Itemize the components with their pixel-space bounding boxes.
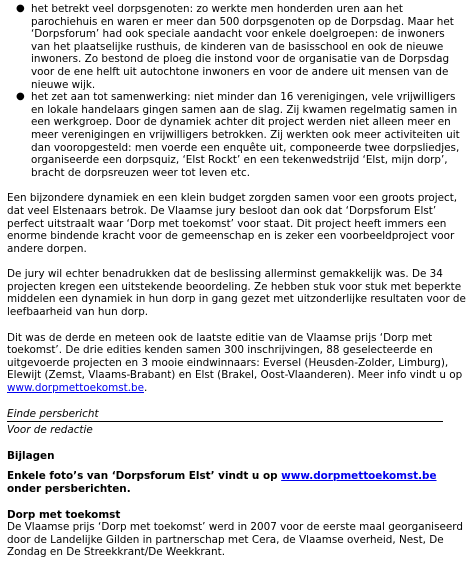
- attachments-text-pre: Enkele foto’s van ‘Dorpsforum Elst’ vindt u op: [7, 470, 282, 483]
- bullet-text: het betrekt veel dorpsgenoten: zo werkte men honderden uren aan het parochiehuis en waren er meer dan 500 dorpsgenoten op de Dorpsdag. Maar het ‘Dorpsforum’ had ook speciale aandacht voor enkele doelgroepen: de inwoners van het plaatselijke rusthuis, de kinderen van de basisschool en ook de nieuwe inwoners. Zo bestond de ploeg die instond voor de organisatie van de Dorpsdag voor de ene helft uit autochtone inwoners en voor de andere uit mensen van de nieuwe wijk.: [31, 3, 454, 91]
- bullet-icon: ●: [16, 91, 25, 103]
- paragraph-edities-end: .: [143, 382, 148, 395]
- paragraph-edities-text: Dit was de derde en meteen ook de laatste editie van de Vlaamse prijs ‘Dorp met toekomst’. De drie edities kenden samen 300 inschrijvingen, 88 geselecteerde en uitgevoerde projecten en 3 mooie eindwinnaars: Eversel (Heusden-Zolder, Limburg), Elewijt (Zemst, Vlaams-Brabant) en Elst (Brakel, Oost-Vlaanderen). Meer info vindt u op: [7, 331, 463, 382]
- website-link[interactable]: www.dorpmettoekomst.be: [7, 382, 144, 395]
- bullet-icon: ●: [16, 3, 25, 14]
- bullet-list: [7, 3, 466, 179]
- list-item: [7, 91, 466, 179]
- attachments-link[interactable]: www.dorpmettoekomst.be: [281, 470, 437, 483]
- editor-note: Voor de redactie: [7, 424, 93, 437]
- about-heading: Dorp met toekomst: [7, 508, 121, 521]
- paragraph-edities: [7, 332, 466, 395]
- attachments-text-post: onder persberichten.: [7, 483, 131, 495]
- about-text: De Vlaamse prijs ‘Dorp met toekomst’ werd in 2007 voor de eerste maal georganiseerd door de Landelijke Gilden in partnerschap met Cera, de Vlaamse overheid, Nest, De Zondag en De Streekkrant/De Weekkrant.: [7, 521, 463, 559]
- divider: [7, 421, 443, 422]
- list-item: [7, 3, 466, 91]
- paragraph-jury: De jury wil echter benadrukken dat de beslissing allerminst gemakkelijk was. De 34 projecten kregen een uitstekende beoordeling. Ze hebben stuk voor stuk met beperkte middelen een dynamiek in hun dorp in gang gezet met uitzonderlijke resultaten voor de leefbaarheid van hun dorp.: [7, 268, 466, 319]
- bullet-text: het zet aan tot samenwerking: niet minder dan 16 verenigingen, vele vrijwilligers en lokale handelaars gingen samen aan de slag. Zij kwamen regelmatig samen in een werkgroep. Door de dynamiek achter dit project werden niet alleen meer en meer verenigingen en vrijwilligers betrokken. Zij werkten ook meer activiteiten uit dan vooropgesteld: men voerde een enquête uit, componeerde twee dorpsliedjes, organiseerde een dorpsquiz, ‘Elst Rockt’ en een tekenwedstrijd ‘Elst, mijn dorp’, bracht de dorpsreuzen weer tot leven etc.: [31, 91, 460, 179]
- attachments-text: [7, 470, 466, 495]
- attachments-heading: Bijlagen: [7, 449, 55, 462]
- end-note: Einde persbericht: [7, 407, 99, 420]
- paragraph-dynamiek: Een bijzondere dynamiek en een klein budget zorgden samen voor een groots project, dat veel Elstenaars betrok. De Vlaamse jury besloot dan ook dat ‘Dorpsforum Elst’ perfect uitstraalt waar ‘Dorp met toekomst’ voor staat. Dit project heeft immers een enorme bindende kracht voor de gemeenschap en is zeker een voorbeeldproject voor andere dorpen.: [7, 192, 458, 255]
